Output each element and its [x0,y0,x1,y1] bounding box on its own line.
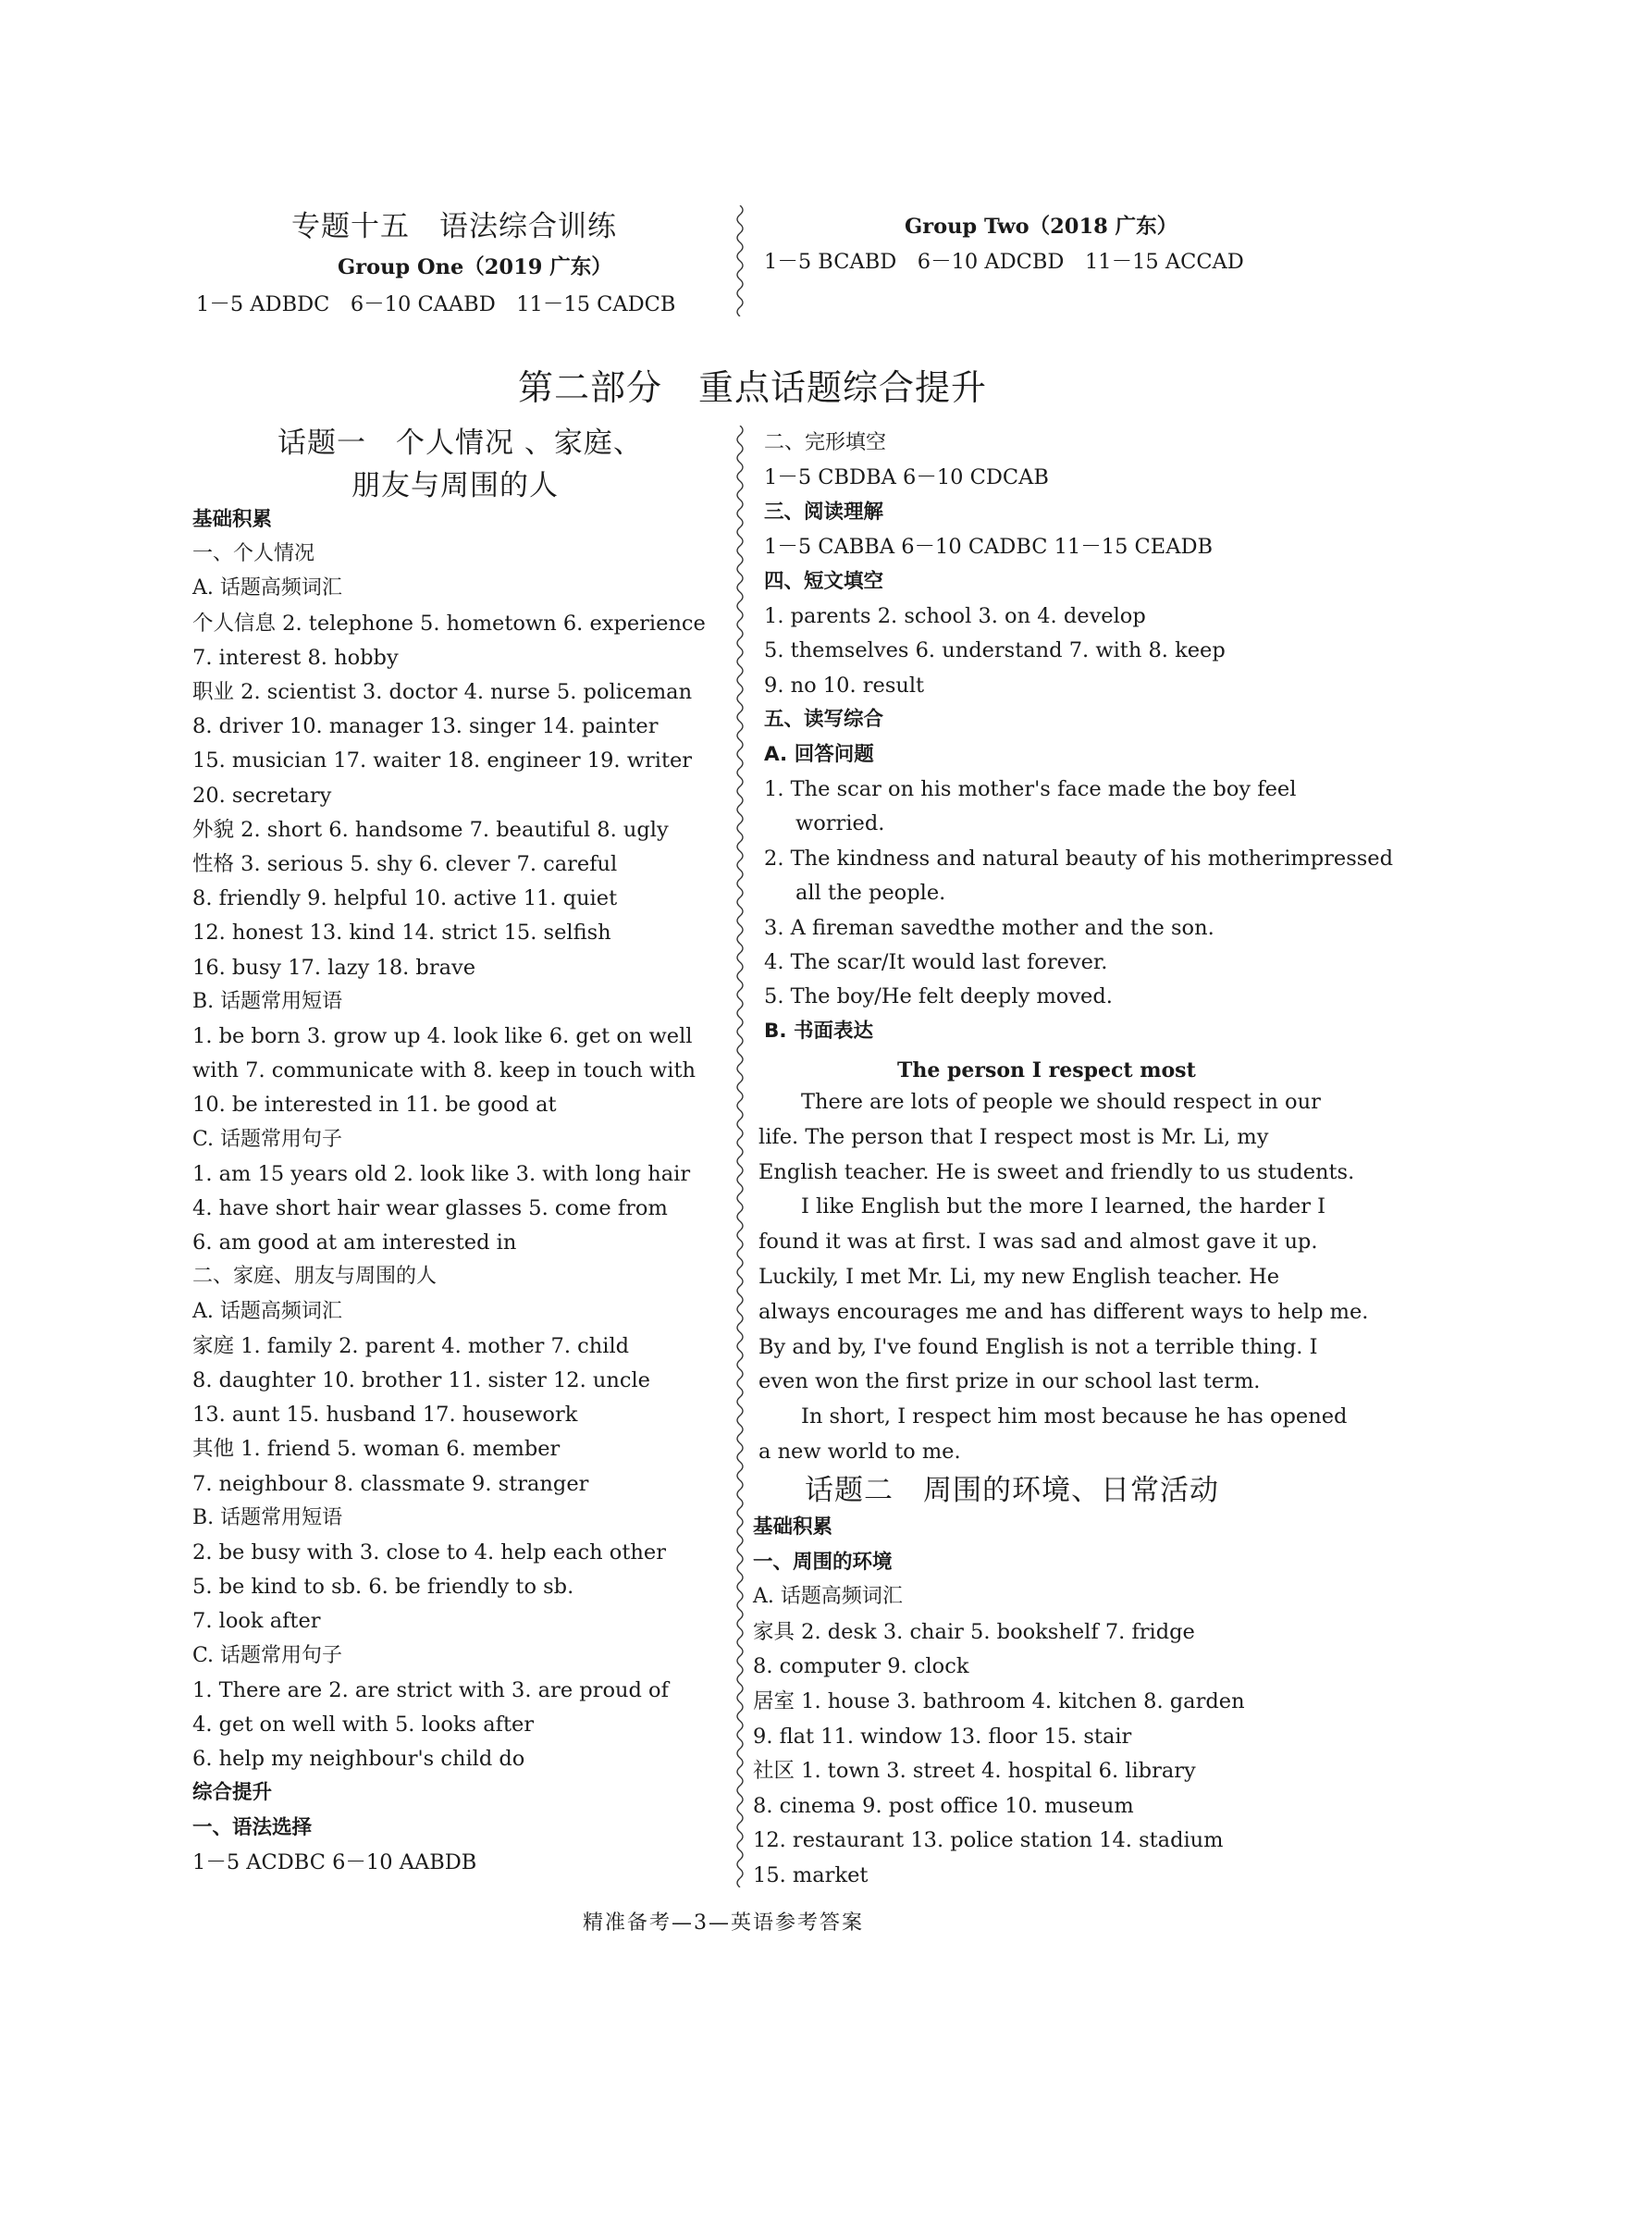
text-line: 10. be interested in 11. be good at [192,1093,557,1118]
text-line: all the people. [795,881,946,906]
text-line: 基础积累 [753,1515,833,1539]
text-line: 15. market [753,1863,869,1887]
part-title: 第二部分 重点话题综合提升 [518,367,988,408]
text-line: A. 回答问题 [764,742,874,766]
essay-line: always encourages me and has different ways to help me. [758,1299,1369,1324]
divider-wavy-top [734,205,746,316]
text-line: 16. busy 17. lazy 18. brave [192,955,476,980]
text-line: 一、周围的环境 [753,1550,893,1574]
text-line: 8. cinema 9. post office 10. museum [753,1793,1134,1818]
divider-wavy-main [734,426,746,1887]
essay-line: a new world to me. [758,1440,961,1464]
text-line: 15. musician 17. waiter 18. engineer 19. writer [192,748,693,773]
text-line: 8. friendly 9. helpful 10. active 11. quiet [192,886,618,911]
section-title: 专题十五 语法综合训练 [291,210,617,243]
essay-title: The person I respect most [897,1058,1196,1082]
text-line: 1. The scar on his mother's face made the boy feel [764,777,1297,801]
text-line: 基础积累 [192,508,273,531]
text-line: 1. parents 2. school 3. on 4. develop [764,604,1146,628]
text-line: 二、家庭、朋友与周围的人 [192,1265,438,1289]
text-line: 7. look after [192,1609,321,1634]
topic-one-title-line1: 话题一 个人情况 、家庭、 [277,427,643,460]
group-two-title: Group Two（2018 广东） [905,215,1178,239]
text-line: 4. have short hair wear glasses 5. come from [192,1196,668,1220]
text-line: 8. daughter 10. brother 11. sister 12. uncle [192,1368,650,1392]
page-footer: 精准备考—3—英语参考答案 [583,1911,864,1935]
text-line: 综合提升 [192,1781,273,1805]
essay-line: I like English but the more I learned, the harder I [801,1194,1326,1219]
text-line: 2. The kindness and natural beauty of his motherimpressed [764,846,1394,871]
text-line: C. 话题常用句子 [192,1643,343,1667]
text-line: 三、阅读理解 [764,500,884,524]
text-line: 4. get on well with 5. looks after [192,1713,535,1737]
group-one-answers: 1－5 ADBDC 6－10 CAABD 11－15 CADCB [196,292,676,316]
topic-one-title-line2: 朋友与周围的人 [351,469,559,502]
text-line: 家庭 1. family 2. parent 4. mother 7. child [192,1333,630,1358]
text-line: 5. be kind to sb. 6. be friendly to sb. [192,1575,574,1600]
group-two-answers: 1－5 BCABD 6－10 ADCBD 11－15 ACCAD [764,250,1244,274]
text-line: 一、个人情况 [192,542,315,566]
text-line: 社区 1. town 3. street 4. hospital 6. library [753,1759,1196,1784]
text-line: 外貌 2. short 6. handsome 7. beautiful 8. ugly [192,817,669,842]
text-line: 1－5 ACDBC 6－10 AABDB [192,1849,477,1874]
text-line: B. 书面表达 [764,1019,874,1043]
text-line: 一、语法选择 [192,1815,313,1839]
text-line: 其他 1. friend 5. woman 6. member [192,1437,561,1462]
text-line: 7. interest 8. hobby [192,645,399,670]
text-line: 居室 1. house 3. bathroom 4. kitchen 8. garden [753,1689,1245,1713]
group-one-title: Group One（2019 广东） [338,255,612,279]
text-line: 12. restaurant 13. police station 14. stadium [753,1828,1224,1853]
text-line: 9. no 10. result [764,673,925,698]
text-line: 6. am good at am interested in [192,1231,517,1255]
text-line: 职业 2. scientist 3. doctor 4. nurse 5. policeman [192,680,693,704]
text-line: 2. be busy with 3. close to 4. help each other [192,1540,666,1565]
text-line: 个人信息 2. telephone 5. hometown 6. experience [192,611,706,636]
text-line: 8. computer 9. clock [753,1654,969,1679]
text-line: 1. There are 2. are strict with 3. are proud of [192,1677,669,1702]
essay-line: English teacher. He is sweet and friendly to us students. [758,1159,1355,1184]
text-line: 1－5 CBDBA 6－10 CDCAB [764,465,1049,490]
text-line: 4. The scar/It would last forever. [764,950,1108,974]
essay-line: There are lots of people we should respect in our [801,1090,1321,1114]
text-line: worried. [795,811,885,836]
text-line: 五、读写综合 [764,708,884,732]
text-line: with 7. communicate with 8. keep in touch with [192,1058,697,1083]
text-line: 5. themselves 6. understand 7. with 8. keep [764,638,1226,663]
topic-two-title: 话题二 周围的环境、日常活动 [805,1474,1219,1507]
text-line: B. 话题常用短语 [192,1505,343,1529]
text-line: 8. driver 10. manager 13. singer 14. painter [192,714,659,739]
essay-line: even won the first prize in our school last term. [758,1369,1261,1394]
essay-line: found it was at first. I was sad and almost gave it up. [758,1230,1318,1255]
text-line: 20. secretary [192,783,332,808]
text-line: C. 话题常用句子 [192,1127,343,1151]
text-line: 1. be born 3. grow up 4. look like 6. get on well [192,1024,693,1048]
text-line: 5. The boy/He felt deeply moved. [764,984,1113,1009]
text-line: 13. aunt 15. husband 17. housework [192,1403,578,1428]
text-line: 二、完形填空 [764,431,887,454]
essay-line: By and by, I've found English is not a terrible thing. I [758,1334,1318,1359]
text-line: 1－5 CABBA 6－10 CADBC 11－15 CEADB [764,535,1214,560]
text-line: 3. A fireman savedthe mother and the son. [764,915,1214,940]
text-line: 6. help my neighbour's child do [192,1747,525,1772]
essay-line: life. The person that I respect most is Mr. Li, my [758,1124,1269,1149]
text-line: 四、短文填空 [764,569,884,593]
text-line: 家具 2. desk 3. chair 5. bookshelf 7. fridge [753,1619,1195,1644]
text-line: A. 话题高频词汇 [192,1299,342,1323]
text-line: A. 话题高频词汇 [192,576,342,600]
text-line: 性格 3. serious 5. shy 6. clever 7. careful [192,852,618,876]
text-line: B. 话题常用短语 [192,989,343,1013]
text-line: 12. honest 13. kind 14. strict 15. selfish [192,921,611,946]
text-line: 9. flat 11. window 13. floor 15. stair [753,1724,1132,1749]
text-line: 7. neighbour 8. classmate 9. stranger [192,1471,589,1496]
text-line: A. 话题高频词汇 [753,1585,903,1609]
essay-line: In short, I respect him most because he has opened [801,1404,1348,1429]
text-line: 1. am 15 years old 2. look like 3. with long hair [192,1161,691,1186]
essay-line: Luckily, I met Mr. Li, my new English teacher. He [758,1265,1280,1289]
